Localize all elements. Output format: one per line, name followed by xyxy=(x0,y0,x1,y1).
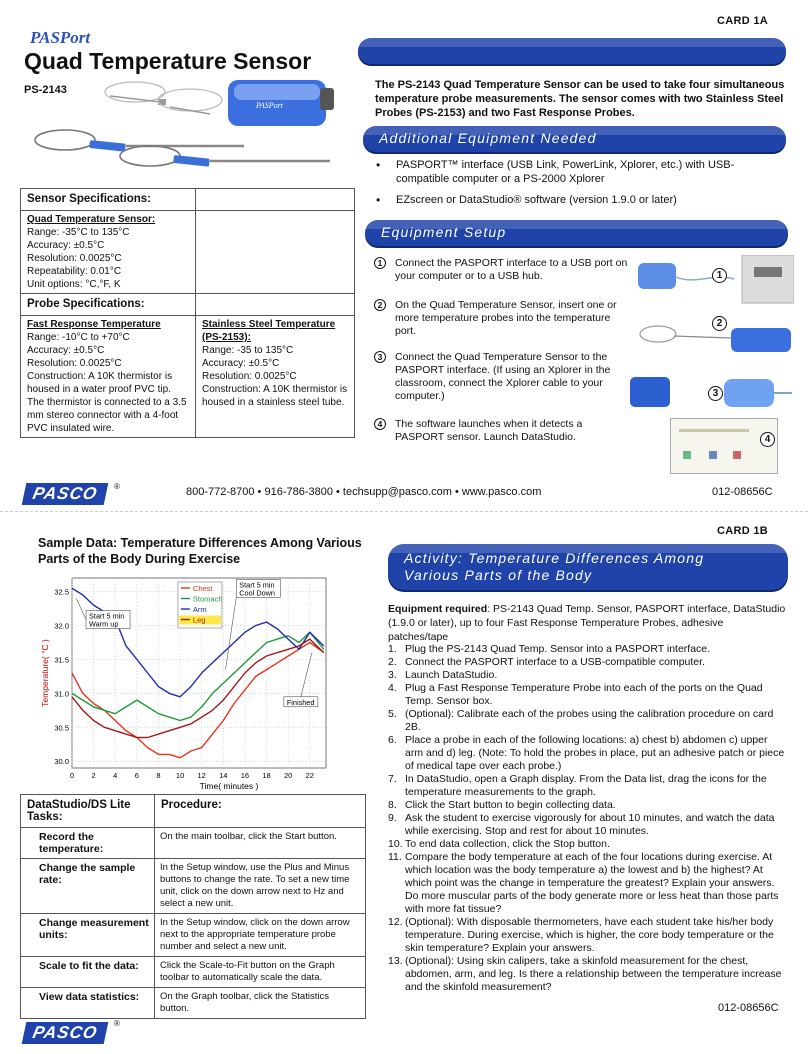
sample-data-title: Sample Data: Temperature Differences Among Various Parts of the Body During Exercise xyxy=(38,536,362,566)
model-number: PS-2143 xyxy=(24,84,67,96)
step-number-badge: 3 xyxy=(708,386,723,401)
spec-header: Sensor Specifications: xyxy=(21,189,196,211)
fast-response-specs: Fast Response Temperature Range: -10°C to +70°C Accuracy: ±0.5°C Resolution: 0.0025°C Construction: A 10K thermistor is housed in a water proof PVC tip. The thermistor is connected to a 3.5 mm stereo connector with a 4-foot PVC insulated wire. xyxy=(21,316,196,438)
y-tick-label: 32.5 xyxy=(54,587,69,597)
procedure-step: 6. Place a probe in each of the following locations: a) chest b) abdomen c) upper arm and d) leg. (Note: To hold the probes in place, put an adhesive patch or piece of medical tape over each probe.) xyxy=(388,734,785,772)
footer xyxy=(0,478,808,508)
x-tick-label: 18 xyxy=(262,771,271,780)
procedure-step: 12. (Optional): With disposable thermometers, have each student take his/her body temperature. During exercise, which is higher, the core body temperature or the skin temperature? Explain your answers. xyxy=(388,916,774,954)
activity-banner xyxy=(388,544,788,590)
step-number-badge: 1 xyxy=(712,268,727,283)
task-name: Scale to fit the data: xyxy=(21,957,155,988)
activity-title-line-1: Activity: Temperature Differences Among xyxy=(404,550,705,566)
x-tick-label: 10 xyxy=(175,771,185,780)
x-tick-label: 16 xyxy=(240,771,250,780)
registered-mark: ® xyxy=(114,482,120,491)
annotation-label: Finished xyxy=(286,697,315,707)
task-procedure: In the Setup window, use the Plus and Minus buttons to change the rate. To set a new time unit, click on the down arrow next to Hz and select a new unit. xyxy=(155,859,366,914)
temperature-chart xyxy=(38,572,336,808)
procedure-list xyxy=(388,643,786,994)
datastudio-tasks-table xyxy=(20,794,366,1019)
additional-equipment-title: Additional Equipment Needed xyxy=(379,130,597,146)
procedure-step: 13. (Optional): Using skin calipers, take a skinfold measurement for the chest, abdomen, arm, and leg. Is there a relationship between the temperature increase and the skinfold measurement? xyxy=(388,955,782,993)
x-tick-label: 8 xyxy=(156,771,161,780)
y-tick-label: 32.0 xyxy=(54,621,69,631)
sensor-specifications-table xyxy=(20,188,355,438)
page-title: Quad Temperature Sensor xyxy=(24,48,312,74)
y-tick-label: 31.0 xyxy=(54,689,69,699)
card-1a xyxy=(0,0,808,510)
card-label: CARD 1B xyxy=(717,525,768,537)
legend-label: Arm xyxy=(192,605,207,614)
task-name: View data statistics: xyxy=(21,988,155,1019)
procedure-step: 9. Ask the student to exercise vigorously for about 10 minutes, and watch the data while exercising. Stop and rest for about 10 minutes. xyxy=(388,812,775,837)
list-item: • EZscreen or DataStudio® software (version 1.9.0 or later) xyxy=(370,193,780,207)
x-tick-label: 12 xyxy=(197,771,206,780)
card-1b xyxy=(0,517,808,1054)
task-procedure: In the Setup window, click on the down arrow next to the appropriate temperature probe number and select a new unit. xyxy=(155,914,366,957)
additional-equipment-banner xyxy=(363,126,786,152)
pasco-logo: PASCO xyxy=(22,1022,109,1044)
x-tick-label: 22 xyxy=(305,771,314,780)
procedure-step: 7. In DataStudio, open a Graph display. From the Data list, drag the icons for the temperature measurements to the graph. xyxy=(388,773,767,798)
svg-text:PASPort: PASPort xyxy=(256,101,283,110)
y-tick-label: 30.0 xyxy=(54,757,69,767)
card-divider xyxy=(0,511,808,512)
x-tick-label: 20 xyxy=(283,771,293,780)
list-item: • PASPORT™ interface (USB Link, PowerLink, Xplorer, etc.) with USB-compatible computer or a PS-2000 Xplorer xyxy=(370,158,780,186)
legend-label: Leg xyxy=(192,615,206,625)
task-name: Change the sample rate: xyxy=(21,859,155,914)
setup-step: 2 On the Quad Temperature Sensor, insert one or more temperature probes into the temperature port. xyxy=(374,299,634,338)
sensor-probes-image xyxy=(30,72,360,184)
y-tick-label: 31.5 xyxy=(54,655,69,665)
card-label: CARD 1A xyxy=(717,15,768,27)
procedure-step: 11. Compare the body temperature at each of the four locations during exercise. At which location was the body temperature a) the lowest and b) the highest? At which point was the change in temperature the greatest? Explain your answers. Do more muscular parts of the body generate more or less heat than those parts with more fat tissue? xyxy=(388,851,779,915)
task-procedure: Click the Scale-to-Fit button on the Graph toolbar to automatically scale the data. xyxy=(155,957,366,988)
task-procedure: On the Graph toolbar, click the Statistics button. xyxy=(155,988,366,1019)
part-number: 012-08656C xyxy=(712,486,773,498)
x-tick-label: 2 xyxy=(91,771,96,780)
task-name: Record the temperature: xyxy=(21,828,155,859)
setup-step: 1 Connect the PASPORT interface to a USB port on your computer or to a USB hub. xyxy=(374,257,634,283)
x-axis-label: Time( minutes ) xyxy=(199,781,259,791)
contact-info: 800-772-8700 • 916-786-3800 • techsupp@pasco.com • www.pasco.com xyxy=(186,486,542,498)
annotation-label: Start 5 min Cool Down xyxy=(239,580,275,598)
setup-step: 4 The software launches when it detects a PASPORT sensor. Launch DataStudio. xyxy=(374,418,634,444)
procedure-step: 10. To end data collection, click the Stop button. xyxy=(388,838,610,850)
procedure-step: 2. Connect the PASPORT interface to a USB-compatible computer. xyxy=(388,656,705,668)
procedure-step: 8. Click the Start button to begin collecting data. xyxy=(388,799,616,811)
procedure-step: 3. Launch DataStudio. xyxy=(388,669,498,681)
probe-spec-header: Probe Specifications: xyxy=(21,294,196,316)
setup-step: 3 Connect the Quad Temperature Sensor to the PASPORT interface. (If using an Xplorer in the classroom, connect the Xplorer cable to your computer.) xyxy=(374,351,634,403)
setup-photo-4 xyxy=(670,418,778,474)
step-number-badge: 4 xyxy=(760,432,775,447)
x-tick-label: 0 xyxy=(69,771,75,780)
x-tick-label: 6 xyxy=(134,771,139,780)
procedure-step: 5. (Optional): Calibrate each of the probes using the calibration procedure on card 2B. xyxy=(388,708,774,733)
equipment-setup-banner xyxy=(365,220,788,246)
task-name: Change measurement units: xyxy=(21,914,155,957)
registered-mark: ® xyxy=(114,1019,120,1028)
intro-text: The PS-2143 Quad Temperature Sensor can be used to take four simultaneous temperature probe measurements. The sensor comes with two Stainless Steel Probes (PS-2153) and two Fast Response Probes. xyxy=(375,79,785,119)
title-banner xyxy=(358,38,786,64)
procedure-step: 4. Plug a Fast Response Temperature Probe into each of the ports on the Quad Temp. Sensor box. xyxy=(388,682,763,707)
task-procedure: On the main toolbar, click the Start button. xyxy=(155,828,366,859)
part-number: 012-08656C xyxy=(718,1002,779,1014)
procedure-step: 1. Plug the PS-2143 Quad Temp. Sensor into a PASPORT interface. xyxy=(388,643,711,655)
additional-equipment-list xyxy=(370,158,780,214)
x-tick-label: 14 xyxy=(219,771,228,780)
quad-sensor-specs: Quad Temperature Sensor: Range: -35°C to 135°C Accuracy: ±0.5°C Resolution: 0.0025°C Repeatability: 0.01°C Unit options: °C,°F, K xyxy=(21,211,196,294)
tasks-header: DataStudio/DS Lite Tasks: xyxy=(21,795,155,828)
equipment-required: Equipment required: PS-2143 Quad Temp. Sensor, PASPORT interface, DataStudio (1.9.0 or later), up to four Fast Response Temperature Probes, adhesive patches/tape xyxy=(388,603,786,643)
activity-title-line-2: Various Parts of the Body xyxy=(404,567,593,583)
y-axis-label: Temperature( °C ) xyxy=(40,639,50,707)
y-tick-label: 30.5 xyxy=(54,723,69,733)
step-number-badge: 2 xyxy=(712,316,727,331)
pasport-logo: PASPort xyxy=(30,28,91,47)
legend-label: Stomach xyxy=(192,594,223,604)
stainless-steel-specs: Stainless Steel Temperature (PS-2153): Range: -35 to 135°C Accuracy: ±0.5°C Resolution: 0.0025°C Construction: A 10K thermistor is housed in a stainless steel tube. xyxy=(196,316,355,438)
equipment-setup-title: Equipment Setup xyxy=(381,224,507,240)
procedure-header: Procedure: xyxy=(155,795,366,828)
annotation-label: Start 5 min Warm up xyxy=(89,611,125,629)
legend-label: Chest xyxy=(192,584,213,593)
x-tick-label: 4 xyxy=(113,771,118,780)
pasco-logo: PASCO xyxy=(22,483,109,505)
